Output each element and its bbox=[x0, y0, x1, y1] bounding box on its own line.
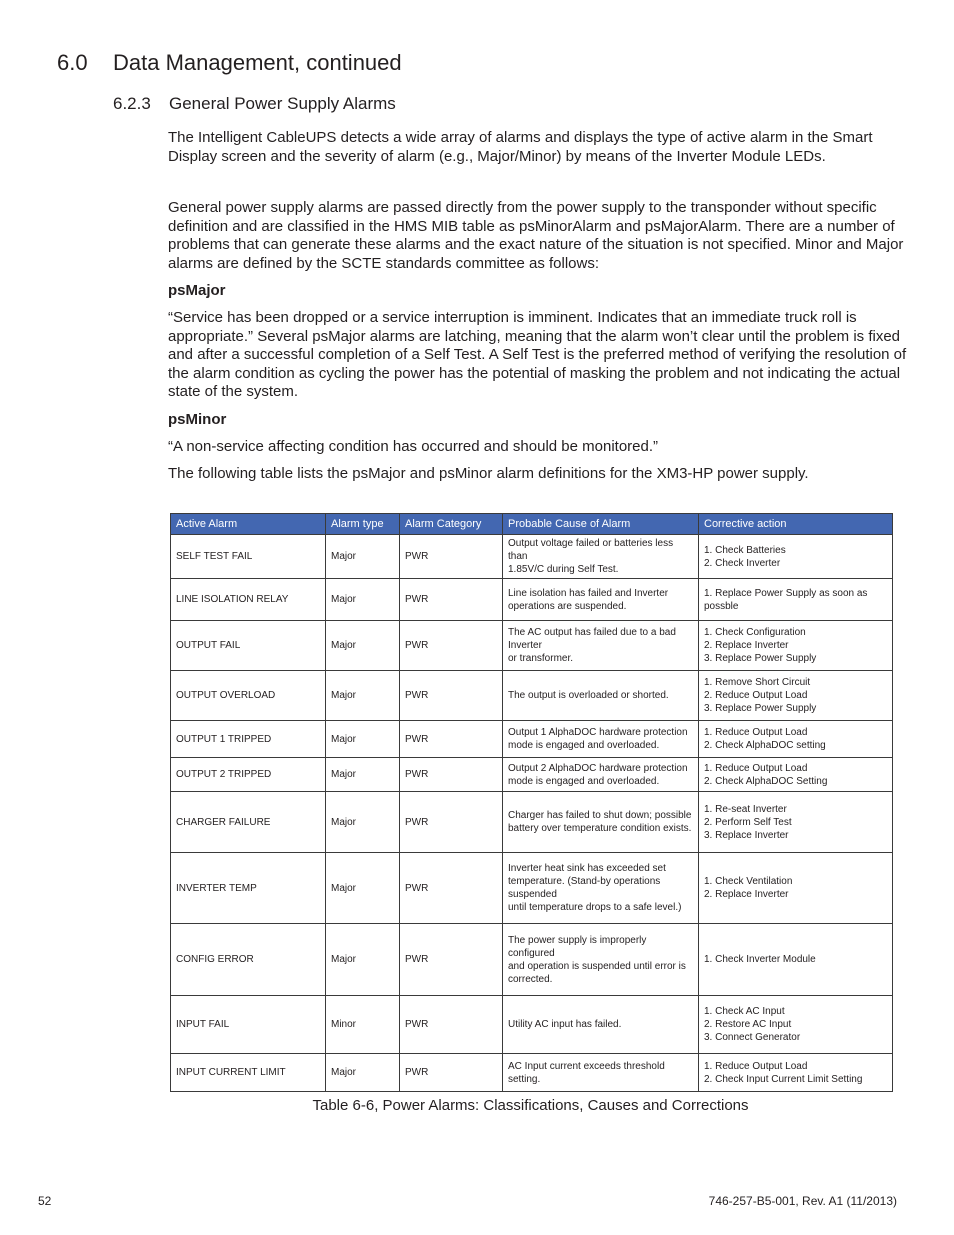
cell-active-alarm: OUTPUT FAIL bbox=[171, 621, 326, 671]
cell-probable-cause-line: The AC output has failed due to a bad Inverter bbox=[508, 627, 676, 651]
table-row bbox=[171, 671, 893, 721]
cell-probable-cause bbox=[503, 853, 699, 924]
cell-alarm-type: Minor bbox=[326, 996, 400, 1054]
cell-probable-cause-line: Utility AC input has failed. bbox=[508, 1019, 622, 1030]
page-heading bbox=[57, 50, 402, 76]
cell-probable-cause-line: mode is engaged and overloaded. bbox=[508, 775, 660, 787]
cell-probable-cause-line: mode is engaged and overloaded. bbox=[508, 740, 660, 751]
cell-probable-cause-line: temperature. (Stand-by operations suspended bbox=[508, 876, 661, 900]
cell-corrective-action-line: 1. Check Inverter Module bbox=[704, 954, 816, 965]
cell-alarm-category: PWR bbox=[400, 579, 503, 621]
cell-active-alarm: CHARGER FAILURE bbox=[171, 792, 326, 853]
cell-active-alarm: OUTPUT OVERLOAD bbox=[171, 671, 326, 721]
cell-corrective-action-line: 1. Check Configuration bbox=[704, 627, 806, 638]
cell-corrective-action bbox=[699, 792, 893, 853]
cell-alarm-category: PWR bbox=[400, 671, 503, 721]
table-row bbox=[171, 721, 893, 758]
psminor-paragraph: “A non-service affecting condition has occurred and should be monitored.” bbox=[168, 438, 659, 455]
cell-probable-cause bbox=[503, 721, 699, 758]
cell-corrective-action-line: 3. Replace Power Supply bbox=[704, 703, 817, 714]
section-title: General Power Supply Alarms bbox=[169, 94, 396, 113]
cell-corrective-action bbox=[699, 671, 893, 721]
cell-probable-cause-line: Inverter heat sink has exceeded set bbox=[508, 863, 666, 874]
cell-probable-cause bbox=[503, 792, 699, 853]
cell-probable-cause bbox=[503, 758, 699, 792]
cell-alarm-category: PWR bbox=[400, 792, 503, 853]
cell-probable-cause-line: operations are suspended. bbox=[508, 600, 627, 612]
cell-active-alarm: INPUT FAIL bbox=[171, 996, 326, 1054]
psminor-heading: psMinor bbox=[168, 411, 227, 428]
cell-corrective-action bbox=[699, 579, 893, 621]
cell-probable-cause bbox=[503, 996, 699, 1054]
cell-probable-cause-line: The output is overloaded or shorted. bbox=[508, 690, 669, 701]
intro-paragraph: The Intelligent CableUPS detects a wide array of alarms and displays the type of active alarm in the Smart Display screen and the severity of alarm (e.g., Major/Minor) by means of the Inverter Module LEDs. bbox=[168, 129, 873, 165]
cell-corrective-action bbox=[699, 853, 893, 924]
header-probable-cause: Probable Cause of Alarm bbox=[503, 514, 699, 535]
cell-probable-cause-line: and operation is suspended until error is bbox=[508, 960, 686, 972]
cell-corrective-action bbox=[699, 758, 893, 792]
cell-alarm-type: Major bbox=[326, 758, 400, 792]
table-row bbox=[171, 758, 893, 792]
cell-corrective-action-line: 2. Restore AC Input bbox=[704, 1019, 792, 1030]
table-row bbox=[171, 1054, 893, 1092]
table-row bbox=[171, 792, 893, 853]
cell-alarm-category: PWR bbox=[400, 721, 503, 758]
section-number: 6.2.3 bbox=[113, 94, 151, 113]
cell-alarm-type: Major bbox=[326, 792, 400, 853]
table-row bbox=[171, 853, 893, 924]
cell-alarm-type: Major bbox=[326, 671, 400, 721]
cell-active-alarm: INVERTER TEMP bbox=[171, 853, 326, 924]
table-row bbox=[171, 621, 893, 671]
cell-probable-cause bbox=[503, 671, 699, 721]
cell-alarm-category: PWR bbox=[400, 1054, 503, 1092]
section-heading bbox=[113, 94, 396, 114]
cell-corrective-action-line: 2. Replace Inverter bbox=[704, 889, 789, 900]
cell-probable-cause-line: 1.85V/C during Self Test. bbox=[508, 564, 619, 575]
cell-alarm-type: Major bbox=[326, 621, 400, 671]
cell-active-alarm: INPUT CURRENT LIMIT bbox=[171, 1054, 326, 1092]
cell-corrective-action bbox=[699, 721, 893, 758]
psmajor-heading: psMajor bbox=[168, 282, 226, 299]
cell-probable-cause bbox=[503, 924, 699, 996]
cell-corrective-action-line: 2. Perform Self Test bbox=[704, 816, 792, 828]
cell-probable-cause-line: or transformer. bbox=[508, 653, 574, 664]
table-row bbox=[171, 996, 893, 1054]
cell-alarm-category: PWR bbox=[400, 535, 503, 579]
cell-corrective-action-line: 2. Reduce Output Load bbox=[704, 690, 808, 701]
cell-alarm-type: Major bbox=[326, 721, 400, 758]
cell-probable-cause-line: Line isolation has failed and Inverter bbox=[508, 587, 669, 599]
cell-probable-cause bbox=[503, 621, 699, 671]
cell-alarm-type: Major bbox=[326, 853, 400, 924]
cell-corrective-action-line: 2. Check AlphaDOC Setting bbox=[704, 775, 828, 787]
heading-title: Data Management, continued bbox=[113, 50, 402, 75]
cell-corrective-action-line: 1. Reduce Output Load bbox=[704, 727, 808, 738]
power-alarms-table bbox=[170, 513, 893, 1092]
header-alarm-type: Alarm type bbox=[326, 514, 400, 535]
cell-alarm-type: Major bbox=[326, 924, 400, 996]
cell-alarm-type: Major bbox=[326, 579, 400, 621]
cell-active-alarm: LINE ISOLATION RELAY bbox=[171, 579, 326, 621]
cell-corrective-action-line: 2. Check Input Current Limit Setting bbox=[704, 1073, 863, 1085]
cell-corrective-action bbox=[699, 1054, 893, 1092]
header-corrective-action: Corrective action bbox=[699, 514, 893, 535]
cell-corrective-action-line: 2. Check AlphaDOC setting bbox=[704, 740, 826, 751]
cell-corrective-action-line: 2. Check Inverter bbox=[704, 557, 781, 569]
cell-corrective-action-line: 1. Check Batteries bbox=[704, 544, 786, 556]
cell-active-alarm: OUTPUT 2 TRIPPED bbox=[171, 758, 326, 792]
table-header-row bbox=[171, 514, 893, 535]
cell-corrective-action-line: 2. Replace Inverter bbox=[704, 640, 789, 651]
cell-active-alarm: SELF TEST FAIL bbox=[171, 535, 326, 579]
cell-probable-cause-line: Charger has failed to shut down; possible bbox=[508, 810, 692, 821]
table-intro-paragraph: The following table lists the psMajor and psMinor alarm definitions for the XM3-HP power supply. bbox=[168, 465, 809, 482]
table-row bbox=[171, 579, 893, 621]
cell-active-alarm: CONFIG ERROR bbox=[171, 924, 326, 996]
cell-probable-cause-line: battery over temperature condition exists. bbox=[508, 823, 692, 834]
cell-alarm-category: PWR bbox=[400, 853, 503, 924]
table-row bbox=[171, 924, 893, 996]
cell-probable-cause-line: Output 2 AlphaDOC hardware protection bbox=[508, 762, 688, 774]
cell-corrective-action bbox=[699, 924, 893, 996]
cell-corrective-action-line: 3. Connect Generator bbox=[704, 1032, 801, 1043]
table-caption: Table 6-6, Power Alarms: Classifications, Causes and Corrections bbox=[312, 1097, 749, 1114]
cell-probable-cause bbox=[503, 1054, 699, 1092]
cell-probable-cause-line: Output voltage failed or batteries less than bbox=[508, 538, 674, 562]
cell-probable-cause-line: The power supply is improperly configured bbox=[508, 934, 647, 959]
cell-alarm-category: PWR bbox=[400, 758, 503, 792]
cell-alarm-category: PWR bbox=[400, 996, 503, 1054]
general-paragraph: General power supply alarms are passed directly from the power supply to the transponder without specific definition and are classified in the HMS MIB table as psMinorAlarm and psMajorAlarm. There are a number of problems that can generate these alarms and the exact nature of the situation is not specified. Minor and Major alarms are defined by the SCTE standards committee as follows: bbox=[168, 199, 904, 272]
cell-probable-cause bbox=[503, 535, 699, 579]
cell-corrective-action-line: 1. Remove Short Circuit bbox=[704, 677, 811, 688]
cell-alarm-category: PWR bbox=[400, 924, 503, 996]
header-alarm-category: Alarm Category bbox=[400, 514, 503, 535]
cell-corrective-action-line: 1. Reduce Output Load bbox=[704, 762, 808, 774]
cell-probable-cause-line: until temperature drops to a safe level.) bbox=[508, 902, 682, 913]
cell-corrective-action-line: 1. Reduce Output Load bbox=[704, 1060, 808, 1072]
cell-alarm-type: Major bbox=[326, 535, 400, 579]
document-number: 746-257-B5-001, Rev. A1 (11/2013) bbox=[708, 1194, 897, 1208]
heading-number: 6.0 bbox=[57, 50, 88, 75]
cell-corrective-action bbox=[699, 621, 893, 671]
table-row bbox=[171, 535, 893, 579]
page-number: 52 bbox=[38, 1194, 52, 1208]
cell-corrective-action-line: 3. Replace Power Supply bbox=[704, 653, 817, 664]
cell-probable-cause-line: AC Input current exceeds threshold setting. bbox=[508, 1060, 665, 1085]
cell-probable-cause-line: Output 1 AlphaDOC hardware protection bbox=[508, 727, 688, 738]
cell-corrective-action-line: 1. Replace Power Supply as soon as possble bbox=[704, 587, 868, 612]
cell-active-alarm: OUTPUT 1 TRIPPED bbox=[171, 721, 326, 758]
cell-probable-cause bbox=[503, 579, 699, 621]
cell-corrective-action-line: 1. Check Ventilation bbox=[704, 876, 793, 887]
cell-alarm-category: PWR bbox=[400, 621, 503, 671]
psmajor-paragraph: “Service has been dropped or a service interruption is imminent. Indicates that an immediate truck roll is appropriate.” Several psMajor alarms are latching, meaning that the alarm won’t clear until the problem is fixed and after a successful completion of a Self Test. A Self Test is the preferred method of verifying the resolution of the alarm condition as cycling the power has the potential of masking the problem and not indicating the actual state of the system. bbox=[168, 309, 907, 400]
cell-corrective-action-line: 1. Check AC Input bbox=[704, 1006, 785, 1017]
cell-corrective-action bbox=[699, 535, 893, 579]
cell-corrective-action bbox=[699, 996, 893, 1054]
cell-probable-cause-line: corrected. bbox=[508, 973, 553, 985]
cell-corrective-action-line: 1. Re-seat Inverter bbox=[704, 803, 787, 815]
cell-alarm-type: Major bbox=[326, 1054, 400, 1092]
header-active-alarm: Active Alarm bbox=[171, 514, 326, 535]
cell-corrective-action-line: 3. Replace Inverter bbox=[704, 829, 789, 841]
